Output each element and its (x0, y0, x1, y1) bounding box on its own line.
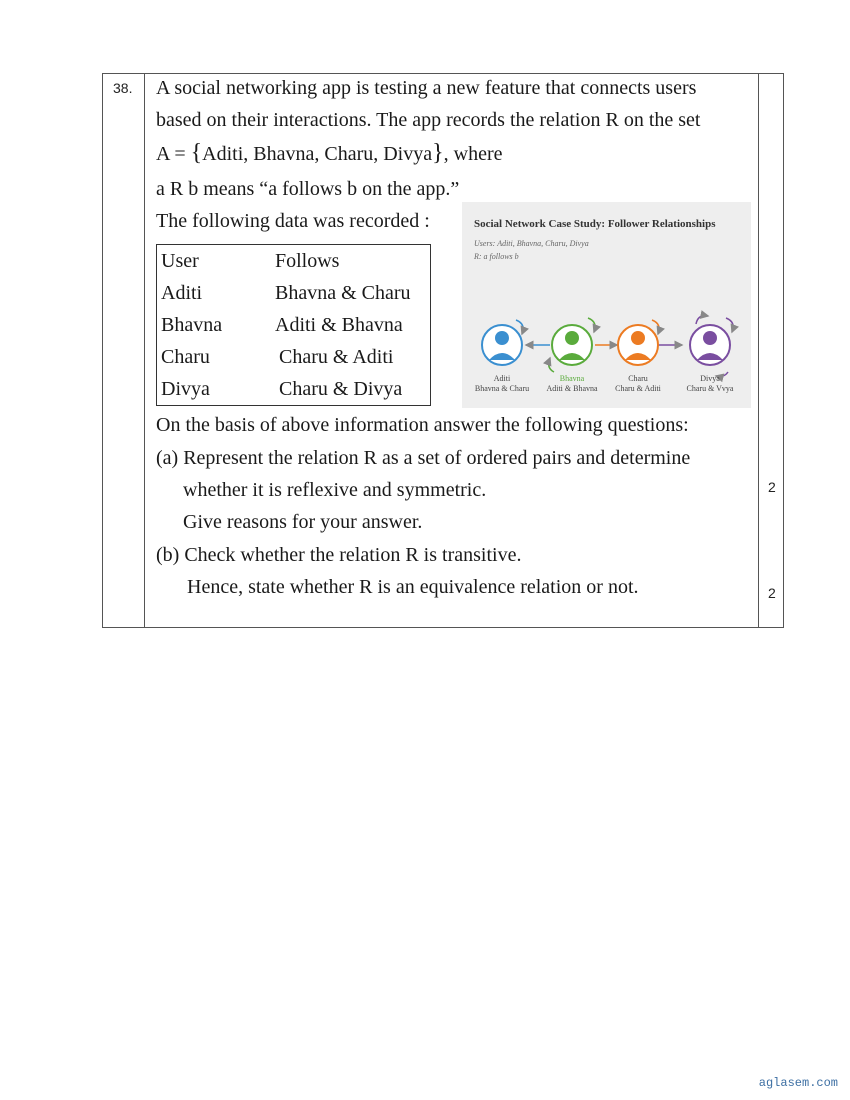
set-open-brace: { (190, 140, 203, 166)
part-a-line-1: (a) Represent the relation R as a set of ordered pairs and determine (156, 447, 691, 469)
marks-part-b: 2 (768, 585, 776, 601)
divya-caption: Divya Charu & Vvya (686, 374, 734, 393)
person-charu-icon (618, 320, 659, 365)
data-intro: The following data was recorded : (156, 210, 430, 232)
intro-line-2: based on their interactions. The app records the relation R on the set (156, 109, 701, 131)
row-follows: Aditi & Bhavna (275, 314, 403, 336)
basis-line: On the basis of above information answer the following questions: (156, 414, 689, 436)
part-b-line-1: (b) Check whether the relation R is transitive. (156, 544, 522, 566)
person-divya-icon (690, 316, 733, 377)
set-definition (156, 141, 503, 166)
follows-table (156, 244, 431, 406)
figure-subtitle-relation: R: a follows b (474, 252, 519, 261)
aditi-caption: Aditi Bhavna & Charu (474, 374, 530, 393)
table-row (157, 309, 430, 341)
set-suffix: , where (443, 143, 503, 165)
set-prefix: A = (156, 143, 186, 165)
row-user: Charu (161, 346, 210, 368)
person-aditi-icon (482, 320, 523, 365)
follower-diagram (462, 202, 751, 408)
figure-subtitle-users: Users: Aditi, Bhavna, Charu, Divya (474, 239, 589, 248)
part-b-line-2: Hence, state whether R is an equivalence relation or not. (187, 576, 639, 598)
table-row (157, 277, 430, 309)
table-row (157, 341, 430, 373)
intro-line-1: A social networking app is testing a new feature that connects users (156, 77, 697, 99)
part-a-line-2: whether it is reflexive and symmetric. (183, 479, 487, 501)
marks-part-a: 2 (768, 479, 776, 495)
bhavna-caption: Bhavna Aditi & Bhavna (546, 374, 598, 393)
row-user: Divya (161, 378, 210, 400)
table-row (157, 373, 430, 405)
row-follows: Charu & Divya (279, 378, 403, 400)
set-close-brace: } (432, 140, 444, 166)
relation-definition: a R b means “a follows b on the app.” (156, 178, 460, 200)
row-user: Aditi (161, 282, 203, 304)
number-column-divider (144, 74, 145, 627)
row-follows: Charu & Aditi (279, 346, 394, 368)
footer-site[interactable]: aglasem.com (758, 1076, 838, 1090)
row-follows: Bhavna & Charu (275, 282, 411, 304)
header-follows: Follows (275, 250, 340, 272)
figure-title: Social Network Case Study: Follower Relationships (474, 218, 716, 230)
question-table (102, 73, 784, 628)
table-header-row (157, 245, 430, 277)
row-user: Bhavna (161, 314, 223, 336)
question-number: 38. (113, 80, 133, 96)
charu-caption: Charu Charu & Aditi (615, 374, 661, 393)
person-bhavna-icon (549, 318, 595, 372)
part-a-line-3: Give reasons for your answer. (183, 511, 423, 533)
header-user: User (161, 250, 199, 272)
set-members: Aditi, Bhavna, Charu, Divya (202, 143, 433, 165)
marks-column-divider (758, 74, 759, 627)
